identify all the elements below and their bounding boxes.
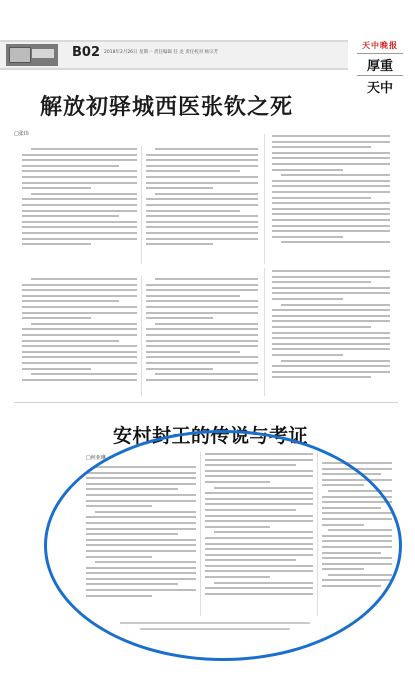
article1-column-3 (272, 135, 390, 263)
article2-column-3 (322, 462, 392, 612)
article2-tail-line (120, 622, 310, 624)
article1-column-6 (272, 270, 390, 396)
column-divider (317, 452, 318, 616)
issue-info: 2018年2月26日 星期一 责任编辑 任 龙 责任校对 杨宗芳 (104, 50, 219, 55)
article2-headline: 安村封王的传说与考证 (113, 425, 309, 447)
article2-column-2 (205, 453, 313, 616)
column-masthead (357, 40, 403, 96)
newspaper-logo (6, 44, 58, 66)
article1-column-2 (146, 148, 258, 263)
section-divider (14, 402, 398, 403)
article1-byline: □张玮 (14, 131, 29, 137)
column-divider (264, 134, 265, 264)
column-title-line1: 厚重 (357, 53, 403, 76)
article1-column-5 (146, 278, 258, 396)
article1-column-1 (22, 148, 137, 263)
column-divider (264, 268, 265, 396)
article1-column-4 (22, 278, 137, 396)
column-divider (141, 276, 142, 396)
article1-headline: 解放初驿城西医张钦之死 (40, 95, 294, 120)
brand-title: 天中晚报 (362, 40, 398, 50)
article2-tail-line (140, 628, 290, 630)
article2-column-1 (86, 466, 196, 616)
column-divider (200, 452, 201, 616)
column-divider (141, 146, 142, 264)
column-title-line2: 天中 (366, 81, 393, 96)
section-code: B02 (72, 45, 100, 60)
article2-byline: □何亚琳 (86, 455, 106, 461)
